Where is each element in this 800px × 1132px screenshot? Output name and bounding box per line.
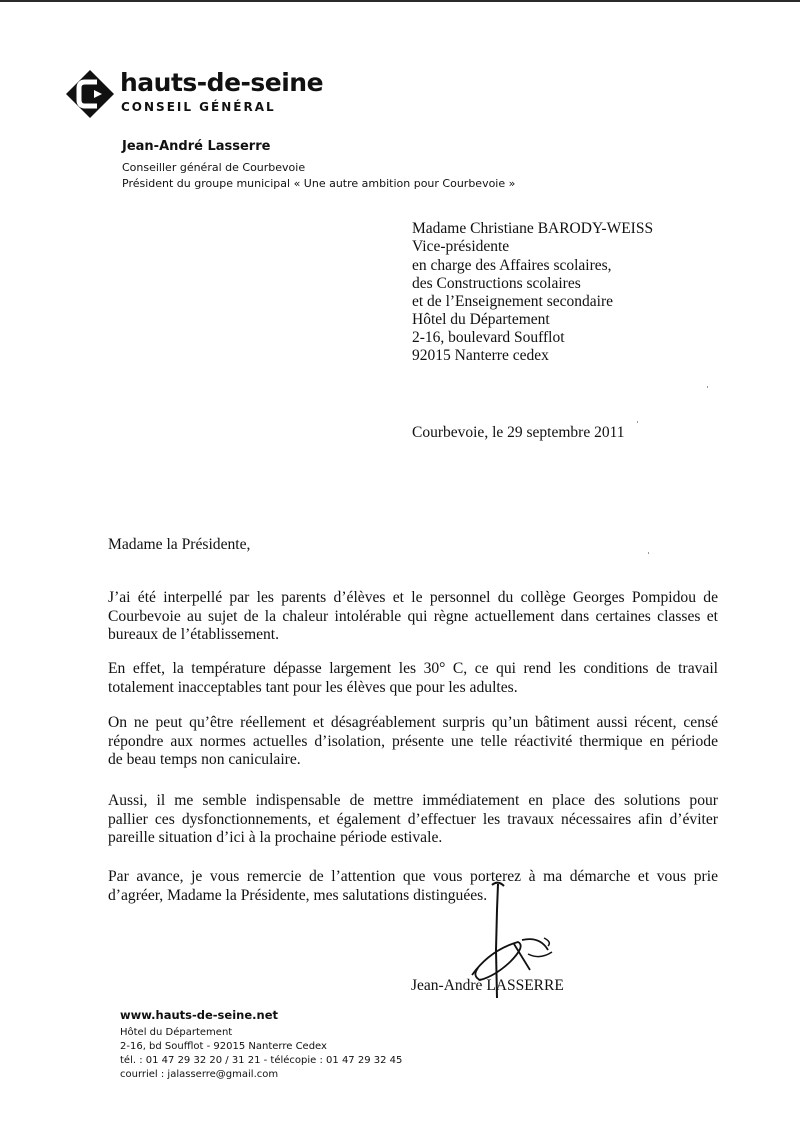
letterhead-logo	[64, 68, 334, 128]
footer-email-line: courriel : jalasserre@gmail.com	[120, 1069, 279, 1080]
sender-role-2: Président du groupe municipal « Une autre ambition pour Courbevoie »	[122, 177, 516, 190]
body-line: de beau temps non caniculaire.	[108, 751, 301, 768]
body-line: Courbevoie au sujet de la chaleur intolérable qui règne actuellement dans certaines classes et	[108, 607, 718, 625]
recipient-line: Madame Christiane BARODY-WEISS	[412, 220, 654, 237]
recipient-line: 92015 Nanterre cedex	[412, 347, 549, 364]
body-paragraph-1	[108, 589, 718, 645]
body-line: pareille situation d’ici à la prochaine période estivale.	[108, 829, 443, 846]
letter-date: Courbevoie, le 29 septembre 2011	[412, 424, 625, 441]
body-line: totalement inacceptables tant pour les élèves que pour les adultes.	[108, 678, 518, 696]
footer-website: www.hauts-de-seine.net	[120, 1008, 278, 1022]
scan-speck	[648, 552, 649, 554]
body-paragraph-5	[108, 868, 718, 905]
body-line: En effet, la température dépasse largement les 30° C, ce qui rend les conditions de travail	[108, 660, 718, 677]
body-paragraph-4	[108, 792, 718, 848]
recipient-line: des Constructions scolaires	[412, 275, 581, 292]
body-line: d’agréer, Madame la Présidente, mes salutations distinguées.	[108, 886, 488, 904]
footer-address-line: 2-16, bd Soufflot - 92015 Nanterre Cedex	[120, 1041, 327, 1052]
hauts-de-seine-logo-icon	[64, 68, 116, 120]
salutation: Madame la Présidente,	[108, 536, 251, 553]
signature-name: Jean-André LASSERRE	[411, 977, 564, 994]
body-line: Par avance, je vous remercie de l’attention que vous porterez à ma démarche et vous prie	[108, 868, 718, 885]
recipient-line: et de l’Enseignement secondaire	[412, 293, 613, 310]
recipient-line: Hôtel du Département	[412, 311, 550, 328]
recipient-line: en charge des Affaires scolaires,	[412, 257, 612, 274]
body-line: J’ai été interpellé par les parents d’élèves et le personnel du collège Georges Pompidou de	[108, 589, 718, 606]
body-line: répondre aux normes actuelles d’isolation, présente une telle réactivité thermique en période	[108, 732, 718, 750]
sender-role-1: Conseiller général de Courbevoie	[122, 161, 306, 174]
footer-phone-line: tél. : 01 47 29 32 20 / 31 21 - télécopie : 01 47 29 32 45	[120, 1055, 403, 1066]
footer-address-line: Hôtel du Département	[120, 1027, 233, 1038]
sender-name: Jean-André Lasserre	[122, 139, 271, 154]
body-paragraph-3	[108, 714, 718, 770]
body-line: Aussi, il me semble indispensable de mettre immédiatement en place des solutions pour	[108, 792, 718, 809]
brand-subtitle: CONSEIL GÉNÉRAL	[121, 100, 276, 114]
body-line: On ne peut qu’être réellement et désagréablement surpris qu’un bâtiment aussi récent, censé	[108, 714, 718, 731]
recipient-line: 2-16, boulevard Soufflot	[412, 329, 565, 346]
body-paragraph-2	[108, 660, 718, 697]
scan-speck	[707, 386, 708, 388]
body-line: pallier ces dysfonctionnements, et également d’effectuer les travaux nécessaires afin d’éviter	[108, 810, 718, 828]
brand-name: hauts-de-seine	[120, 68, 324, 97]
scan-speck	[637, 421, 638, 423]
recipient-line: Vice-présidente	[412, 238, 510, 255]
body-line: bureaux de l’établissement.	[108, 626, 280, 643]
scan-edge-top	[0, 0, 800, 7]
